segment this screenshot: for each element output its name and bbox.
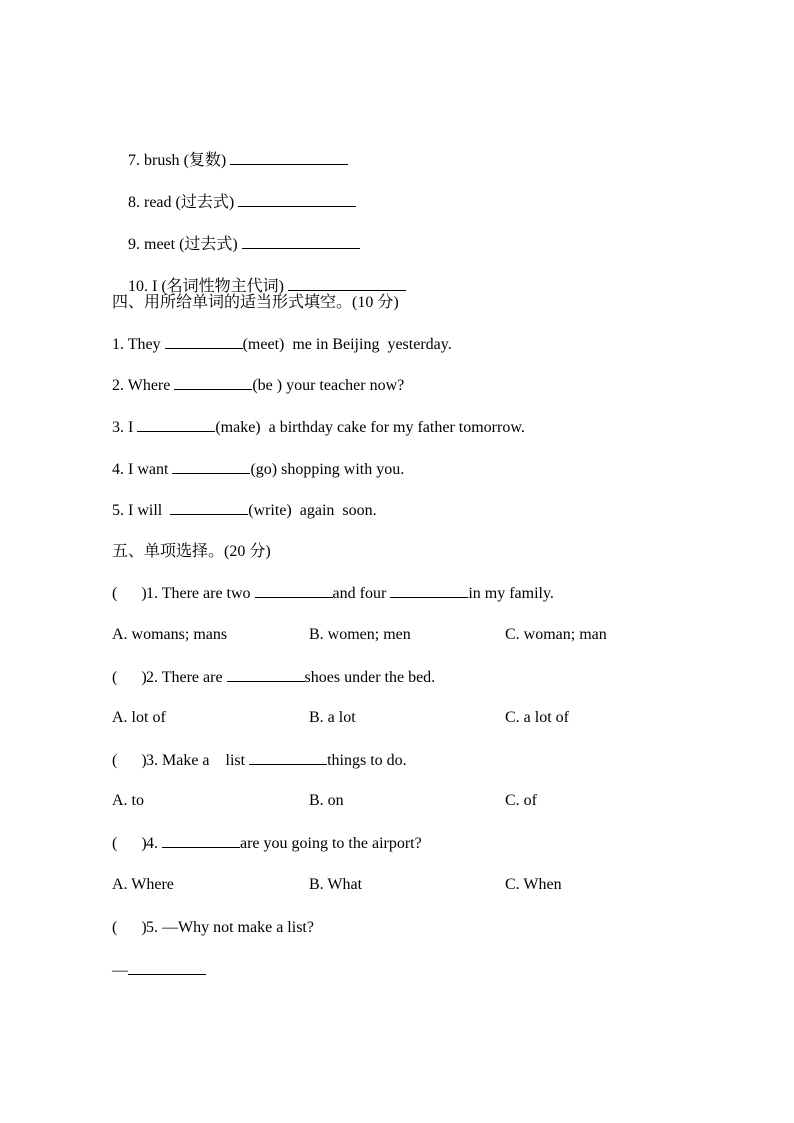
item-hint: (复数) [183, 152, 227, 169]
answer-blank[interactable] [242, 232, 360, 249]
dash: — [112, 962, 128, 979]
answer-blank[interactable] [172, 457, 250, 474]
item-hint: (过去式) [175, 194, 235, 211]
option-b[interactable]: B. a lot [309, 709, 356, 726]
item-text: 2. Where [112, 377, 175, 394]
item-text: (make) a birthday cake for my father tomorrow. [215, 419, 525, 436]
item-number: 8. [128, 194, 140, 211]
question-text: things to do. [327, 752, 407, 769]
choice-question [112, 831, 422, 855]
option-b[interactable]: B. on [309, 792, 344, 809]
answer-blank[interactable] [170, 498, 248, 515]
fill-blank-item [112, 373, 404, 397]
option-a[interactable]: A. womans; mans [112, 626, 228, 643]
item-word: I [152, 278, 158, 295]
section-title: 五、单项选择。(20 分) [112, 543, 271, 560]
choice-question [112, 581, 554, 605]
option-b[interactable]: B. women; men [309, 626, 411, 643]
option-c[interactable]: C. of [505, 792, 537, 809]
option-c[interactable]: C. When [505, 876, 562, 893]
answer-paren[interactable]: ( ) [112, 669, 147, 686]
fill-blank-item [112, 498, 377, 522]
answer-paren[interactable]: ( ) [112, 585, 147, 602]
choice-question [112, 916, 314, 940]
item-text: (meet) me in Beijing yesterday. [242, 336, 452, 353]
question-text: and four [332, 585, 391, 602]
fill-blank-item [112, 457, 404, 481]
word-form-item [112, 250, 406, 295]
question-text: 4. [146, 835, 162, 852]
item-number: 9. [128, 236, 140, 253]
item-word: brush [144, 152, 180, 169]
item-number: 10. [128, 278, 148, 295]
option-a[interactable]: A. Where [112, 876, 174, 893]
question-text: 3. Make a list [146, 752, 250, 769]
item-text: 5. I will [112, 502, 171, 519]
answer-paren[interactable]: ( ) [112, 752, 147, 769]
answer-blank[interactable] [165, 332, 243, 349]
fill-blank-item [112, 415, 525, 439]
item-text: 4. I want [112, 461, 173, 478]
answer-blank[interactable] [390, 581, 468, 598]
item-hint: (名词性物主代词) [161, 278, 284, 295]
question-text: 1. There are two [146, 585, 255, 602]
word-form-item [112, 166, 356, 211]
section-title: 四、用所给单词的适当形式填空。(10 分) [112, 294, 399, 311]
item-text: (be ) your teacher now? [252, 377, 405, 394]
option-a[interactable]: A. lot of [112, 709, 166, 726]
item-text: (write) again soon. [248, 502, 377, 519]
item-word: read [144, 194, 172, 211]
question-text: 2. There are [146, 669, 227, 686]
option-c[interactable]: C. a lot of [505, 709, 569, 726]
item-text: 3. I [112, 419, 138, 436]
option-a[interactable]: A. to [112, 792, 144, 809]
answer-blank[interactable] [128, 958, 206, 975]
item-text: 1. They [112, 336, 165, 353]
choice-question [112, 665, 435, 689]
answer-paren[interactable]: ( ) [112, 835, 147, 852]
answer-blank[interactable] [249, 748, 327, 765]
answer-paren[interactable]: ( ) [112, 919, 147, 936]
question-text: in my family. [468, 585, 554, 602]
answer-blank[interactable] [162, 831, 240, 848]
answer-blank[interactable] [137, 415, 215, 432]
item-text: (go) shopping with you. [250, 461, 405, 478]
item-number: 7. [128, 152, 140, 169]
dialogue-answer [112, 958, 206, 982]
option-c[interactable]: C. woman; man [505, 626, 607, 643]
answer-blank[interactable] [238, 190, 356, 207]
word-form-item [112, 124, 348, 169]
item-hint: (过去式) [179, 236, 238, 253]
answer-blank[interactable] [255, 581, 333, 598]
answer-blank[interactable] [227, 665, 305, 682]
question-text: are you going to the airport? [240, 835, 422, 852]
question-text: 5. —Why not make a list? [146, 919, 314, 936]
option-b[interactable]: B. What [309, 876, 363, 893]
word-form-item [112, 208, 360, 253]
item-word: meet [144, 236, 176, 253]
question-text: shoes under the bed. [304, 669, 436, 686]
answer-blank[interactable] [230, 148, 348, 165]
fill-blank-item [112, 332, 452, 356]
answer-blank[interactable] [288, 274, 406, 291]
answer-blank[interactable] [174, 373, 252, 390]
choice-question [112, 748, 407, 772]
